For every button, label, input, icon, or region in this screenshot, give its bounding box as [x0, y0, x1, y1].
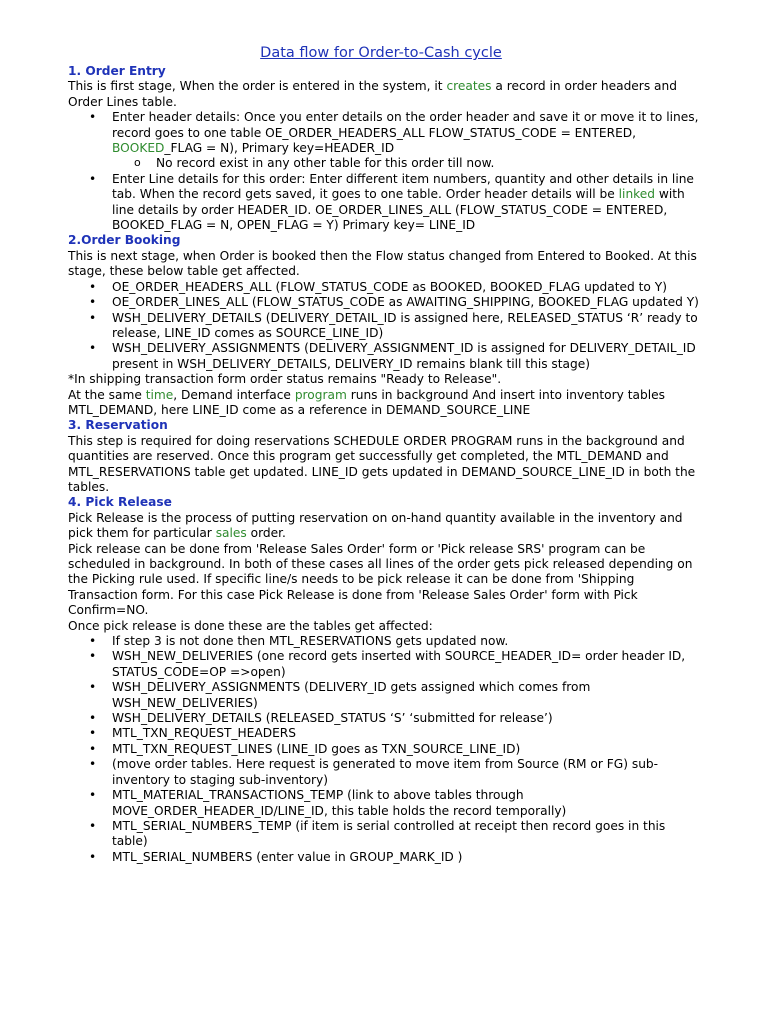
text: with line details by order HEADER_ID. OE_ORDER_LINES_ALL (FLOW_STATUS_CODE = ENTERED, BOOKED_FLAG = N, OPEN_FLAG = Y) Primary key= LINE_ID — [112, 187, 685, 233]
list-item: • If step 3 is not done then MTL_RESERVATIONS gets updated now. — [68, 634, 700, 649]
list-item: • MTL_MATERIAL_TRANSACTIONS_TEMP (link to above tables through MOVE_ORDER_HEADER_ID/LINE_ID, this table holds the record temporally) — [68, 788, 700, 819]
list-item: • (move order tables. Here request is generated to move item from Source (RM or FG) sub-inventory to staging sub-inventory) — [68, 757, 700, 788]
list-item: • MTL_TXN_REQUEST_HEADERS — [68, 726, 700, 741]
order-entry-list — [68, 110, 700, 233]
list-item: • WSH_DELIVERY_ASSIGNMENTS (DELIVERY_ID gets assigned which comes from WSH_NEW_DELIVERIES) — [68, 680, 700, 711]
order-booking-intro: This is next stage, when Order is booked then the Flow status changed from Entered to Booked. At this stage, these below table get affected. — [68, 248, 697, 279]
demand-interface-paragraph — [68, 388, 700, 419]
list-item: • MTL_SERIAL_NUMBERS (enter value in GROUP_MARK_ID ) — [68, 850, 700, 865]
order-entry-intro — [68, 79, 700, 110]
sub-list-item: o No record exist in any other table for this order till now. — [68, 156, 700, 171]
pick-release-paragraph: Pick release can be done from 'Release Sales Order' form or 'Pick release SRS' program can be scheduled in background. In both of these cases all lines of the order gets pick released depending on the Picking rule used. If specific line/s needs to be pick release it can be done from 'Shipping Transaction form. For this case Pick Release is done from 'Release Sales Order' form with Pick Confirm=NO. — [68, 541, 693, 618]
text: At the same — [68, 387, 146, 402]
list-item: • WSH_DELIVERY_DETAILS (DELIVERY_DETAIL_ID is assigned here, RELEASED_STATUS ‘R’ ready to release, LINE_ID comes as SOURCE_LINE_ID) — [68, 311, 700, 342]
link-creates[interactable]: creates — [446, 79, 492, 94]
list-item: • WSH_DELIVERY_ASSIGNMENTS (DELIVERY_ASSIGNMENT_ID is assigned for DELIVERY_DETAIL_ID present in WSH_DELIVERY_DETAILS, DELIVERY_ID remains blank till this stage) — [68, 341, 700, 372]
section-heading-order-entry: 1. Order Entry — [68, 64, 166, 78]
pick-release-list — [68, 634, 700, 865]
order-booking-list — [68, 280, 700, 372]
list-item — [68, 110, 700, 156]
document-title: Data flow for Order-to-Cash cycle — [260, 45, 502, 61]
section-heading-pick-release: 4. Pick Release — [68, 495, 172, 510]
pick-release-tables-intro: Once pick release is done these are the tables get affected: — [68, 618, 433, 633]
section-heading-order-booking: 2.Order Booking — [68, 233, 181, 248]
reservation-paragraph: This step is required for doing reservations SCHEDULE ORDER PROGRAM runs in the background and quantities are reserved. Once this program get successfully get completed, the MTL_DEMAND and MTL_RESERVATIONS table get updated. LINE_ID gets updated in DEMAND_SOURCE_LINE_ID in both the tables. — [68, 433, 696, 494]
list-item: • MTL_TXN_REQUEST_LINES (LINE_ID goes as TXN_SOURCE_LINE_ID) — [68, 742, 700, 757]
text: This is first stage, When the order is entered in the system, it — [68, 79, 447, 94]
list-item: • WSH_DELIVERY_DETAILS (RELEASED_STATUS ‘S’ ‘submitted for release’) — [68, 711, 700, 726]
pick-release-intro — [68, 511, 700, 542]
link-sales[interactable]: sales — [215, 526, 247, 541]
link-linked[interactable]: linked — [618, 187, 656, 202]
text: , Demand interface — [173, 387, 295, 402]
list-item — [68, 172, 700, 234]
text: Enter Line details for this order: Enter different item numbers, quantity and other details in line tab. When the record gets saved, it goes to one table. Order header details will be — [112, 171, 694, 202]
list-item: • OE_ORDER_HEADERS_ALL (FLOW_STATUS_CODE as BOOKED, BOOKED_FLAG updated to Y) — [68, 280, 700, 295]
text: a record in order headers and Order Lines table. — [68, 79, 677, 109]
document-body — [68, 44, 700, 865]
link-time[interactable]: time — [145, 387, 174, 402]
link-booked[interactable]: BOOKED — [112, 141, 165, 156]
list-item: • MTL_SERIAL_NUMBERS_TEMP (if item is serial controlled at receipt then record goes in this table) — [68, 819, 700, 850]
text: runs in background And insert into inventory tables MTL_DEMAND, here LINE_ID come as a reference in DEMAND_SOURCE_LINE — [68, 387, 665, 417]
text: Enter header details: Once you enter details on the order header and save it or move it to lines, record goes to one table OE_ORDER_HEADERS_ALL FLOW_STATUS_CODE = ENTERED, — [112, 110, 699, 140]
link-program[interactable]: program — [294, 387, 347, 402]
list-item: • OE_ORDER_LINES_ALL (FLOW_STATUS_CODE as AWAITING_SHIPPING, BOOKED_FLAG updated Y) — [68, 295, 700, 310]
text: order. — [246, 526, 286, 541]
list-item: • WSH_NEW_DELIVERIES (one record gets inserted with SOURCE_HEADER_ID= order header ID, STATUS_CODE=OP =>open) — [68, 649, 700, 680]
section-heading-reservation: 3. Reservation — [68, 418, 168, 433]
text: _FLAG = N), Primary key=HEADER_ID — [164, 141, 395, 156]
shipping-note: *In shipping transaction form order status remains "Ready to Release". — [68, 372, 502, 387]
text: Pick Release is the process of putting reservation on on-hand quantity available in the inventory and pick them for particular — [68, 510, 683, 541]
